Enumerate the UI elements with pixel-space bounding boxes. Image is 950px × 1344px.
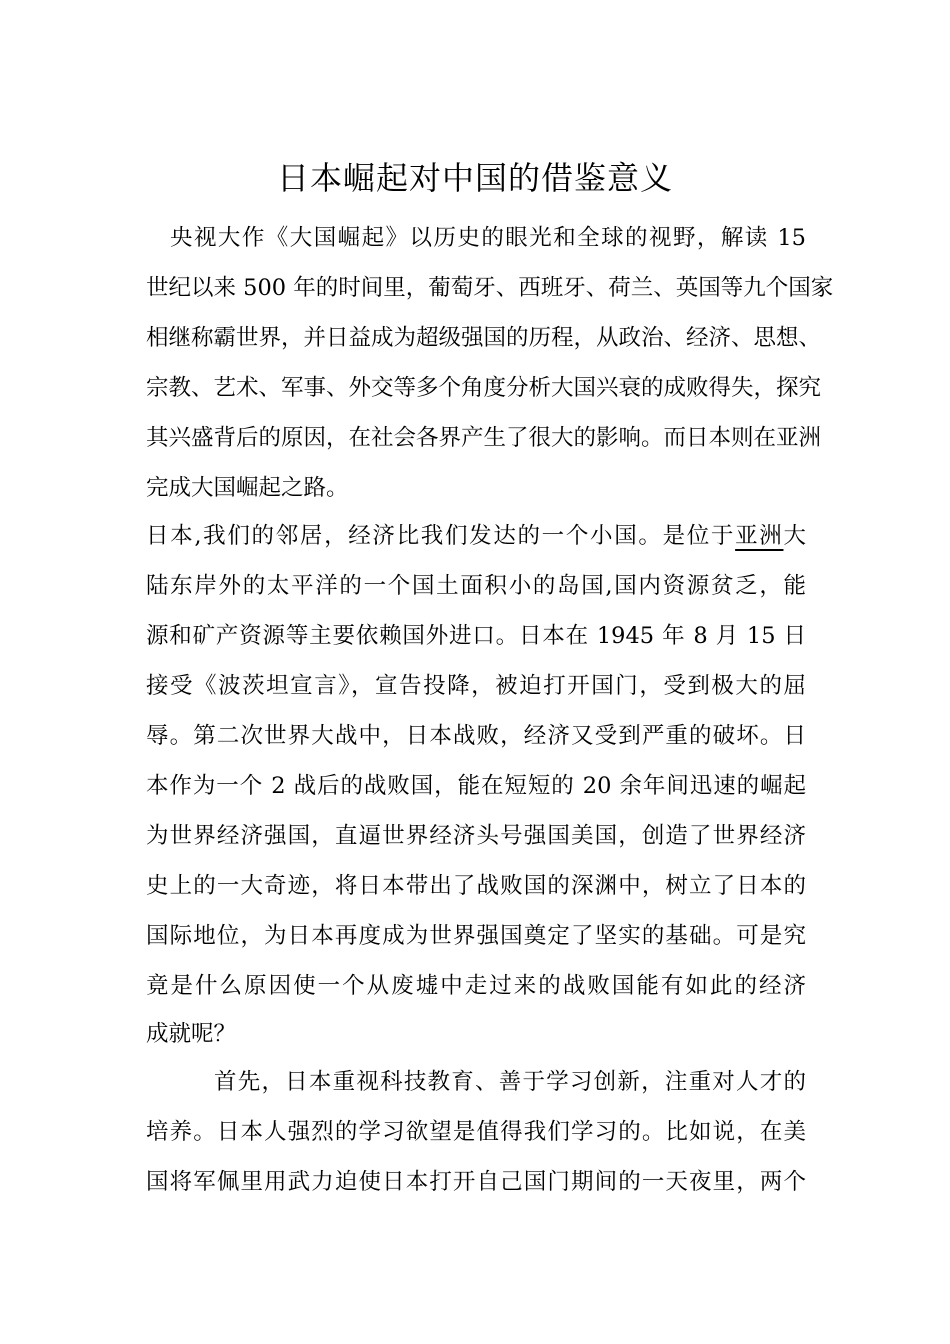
- paragraph-2-line-9: 国际地位，为日本再度成为世界强国奠定了坚实的基础。可是究: [146, 923, 806, 949]
- paragraph-2-line-1-end: 大: [783, 523, 806, 549]
- paragraph-2-line-4: 接受《波茨坦宣言》，宣告投降，被迫打开国门，受到极大的屈: [146, 673, 806, 699]
- paragraph-2-line-2: 陆东岸外的太平洋的一个国土面积小的岛国,国内资源贫乏，能: [146, 573, 806, 599]
- paragraph-2-line-11: 成就呢？: [146, 1021, 237, 1047]
- paragraph-3-line-2: 培养。日本人强烈的学习欲望是值得我们学习的。比如说，在美: [146, 1119, 806, 1145]
- paragraph-1-line-6: 完成大国崛起之路。: [146, 475, 349, 501]
- paragraph-1-line-4: 宗教、艺术、军事、外交等多个角度分析大国兴衰的成败得失，探究: [146, 375, 822, 401]
- paragraph-2-line-7: 为世界经济强国，直逼世界经济头号强国美国，创造了世界经济: [146, 823, 806, 849]
- paragraph-1-line-3: 相继称霸世界，并日益成为超级强国的历程，从政治、经济、思想、: [146, 325, 822, 351]
- paragraph-2-line-1: [146, 511, 806, 561]
- paragraph-1-line-5: 其兴盛背后的原因，在社会各界产生了很大的影响。而日本则在亚洲: [146, 425, 822, 451]
- paragraph-2-line-5: 辱。第二次世界大战中，日本战败，经济又受到严重的破坏。日: [146, 723, 806, 749]
- paragraph-2-line-3: 源和矿产资源等主要依赖国外进口。日本在 1945 年 8 月 15 日: [146, 623, 806, 649]
- asia-link[interactable]: 亚洲: [735, 523, 784, 549]
- paragraph-3-line-1: 首先，日本重视科技教育、善于学习创新，注重对人才的: [214, 1069, 806, 1095]
- paragraph-2-line-1-text: 日本,我们的邻居，经济比我们发达的一个小国。是位于: [146, 523, 736, 549]
- paragraph-2-line-10: 竟是什么原因使一个从废墟中走过来的战败国能有如此的经济: [146, 973, 806, 999]
- paragraph-2-line-6: 本作为一个 2 战后的战败国，能在短短的 20 余年间迅速的崛起: [146, 773, 806, 799]
- paragraph-2-line-8: 史上的一大奇迹，将日本带出了战败国的深渊中，树立了日本的: [146, 873, 806, 899]
- paragraph-3-line-3: 国将军佩里用武力迫使日本打开自己国门期间的一天夜里，两个: [146, 1169, 806, 1195]
- document-title: 日本崛起对中国的借鉴意义: [276, 159, 673, 197]
- paragraph-1-line-2: 世纪以来 500 年的时间里，葡萄牙、西班牙、荷兰、英国等九个国家: [146, 275, 834, 301]
- paragraph-1-line-1: 央视大作《大国崛起》以历史的眼光和全球的视野，解读 15: [170, 225, 806, 251]
